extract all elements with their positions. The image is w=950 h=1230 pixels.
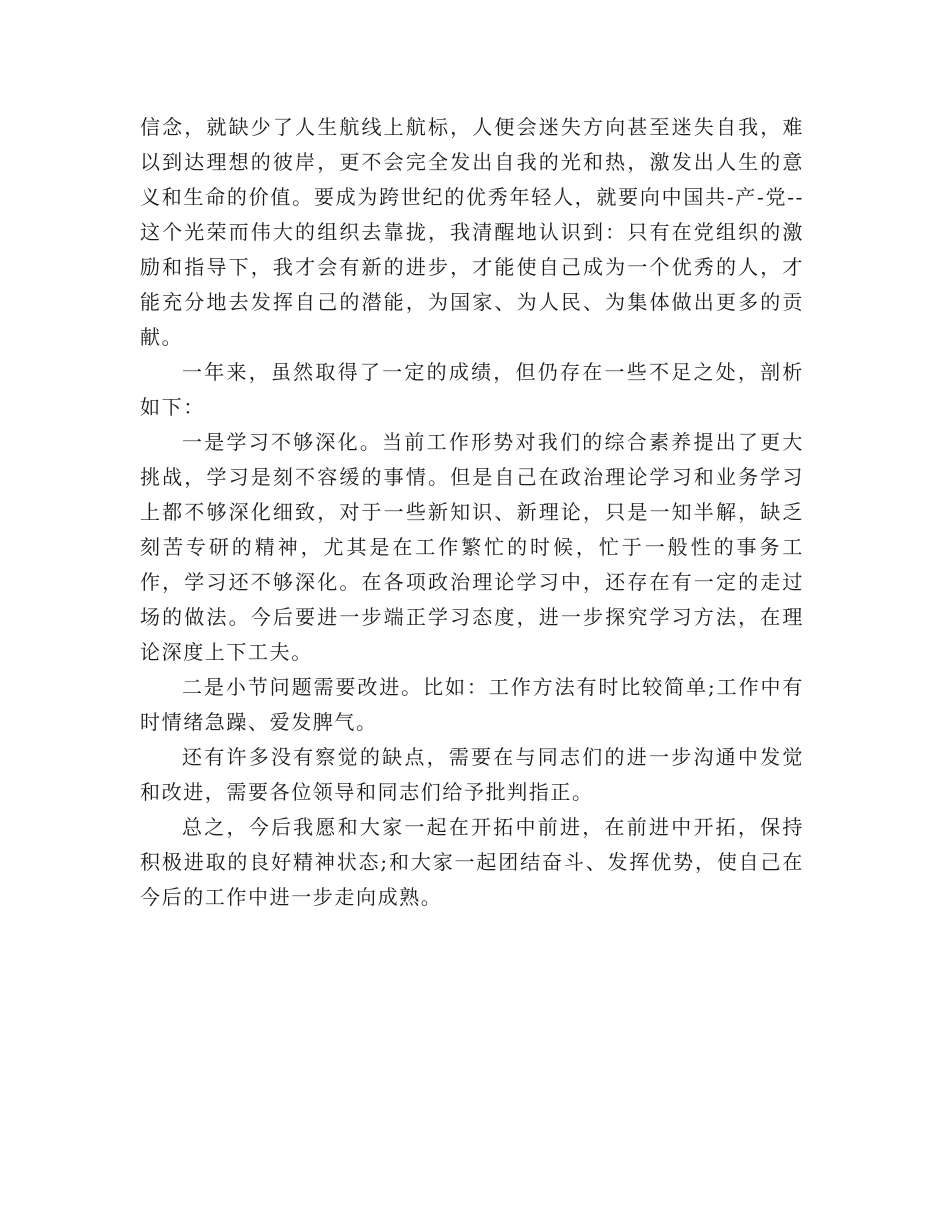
document-body	[140, 110, 804, 915]
paragraph-3: 一是学习不够深化。当前工作形势对我们的综合素养提出了更大挑战，学习是刻不容缓的事情。但是自己在政治理论学习和业务学习上都不够深化细致，对于一些新知识、新理论，只是一知半解，缺乏刻苦专研的精神，尤其是在工作繁忙的时候，忙于一般性的事务工作，学习还不够深化。在各项政治理论学习中，还存在有一定的走过场的做法。今后要进一步端正学习态度，进一步探究学习方法，在理论深度上下工夫。	[140, 430, 804, 664]
paragraph-2: 一年来，虽然取得了一定的成绩，但仍存在一些不足之处，剖析如下：	[140, 360, 804, 419]
paragraph-5: 还有许多没有察觉的缺点，需要在与同志们的进一步沟通中发觉和改进，需要各位领导和同志们给予批判指正。	[140, 745, 804, 804]
paragraph-1: 信念，就缺少了人生航线上航标，人便会迷失方向甚至迷失自我，难以到达理想的彼岸，更不会完全发出自我的光和热，激发出人生的意义和生命的价值。要成为跨世纪的优秀年轻人，就要向中国共-产-党--这个光荣而伟大的组织去靠拢，我清醒地认识到：只有在党组织的激励和指导下，我才会有新的进步，才能使自己成为一个优秀的人，才能充分地去发挥自己的潜能，为国家、为人民、为集体做出更多的贡献。	[140, 115, 804, 349]
paragraph-6: 总之，今后我愿和大家一起在开拓中前进，在前进中开拓，保持积极进取的良好精神状态;和大家一起团结奋斗、发挥优势，使自己在今后的工作中进一步走向成熟。	[140, 815, 804, 909]
paragraph-4: 二是小节问题需要改进。比如：工作方法有时比较简单;工作中有时情绪急躁、爱发脾气。	[140, 675, 804, 734]
